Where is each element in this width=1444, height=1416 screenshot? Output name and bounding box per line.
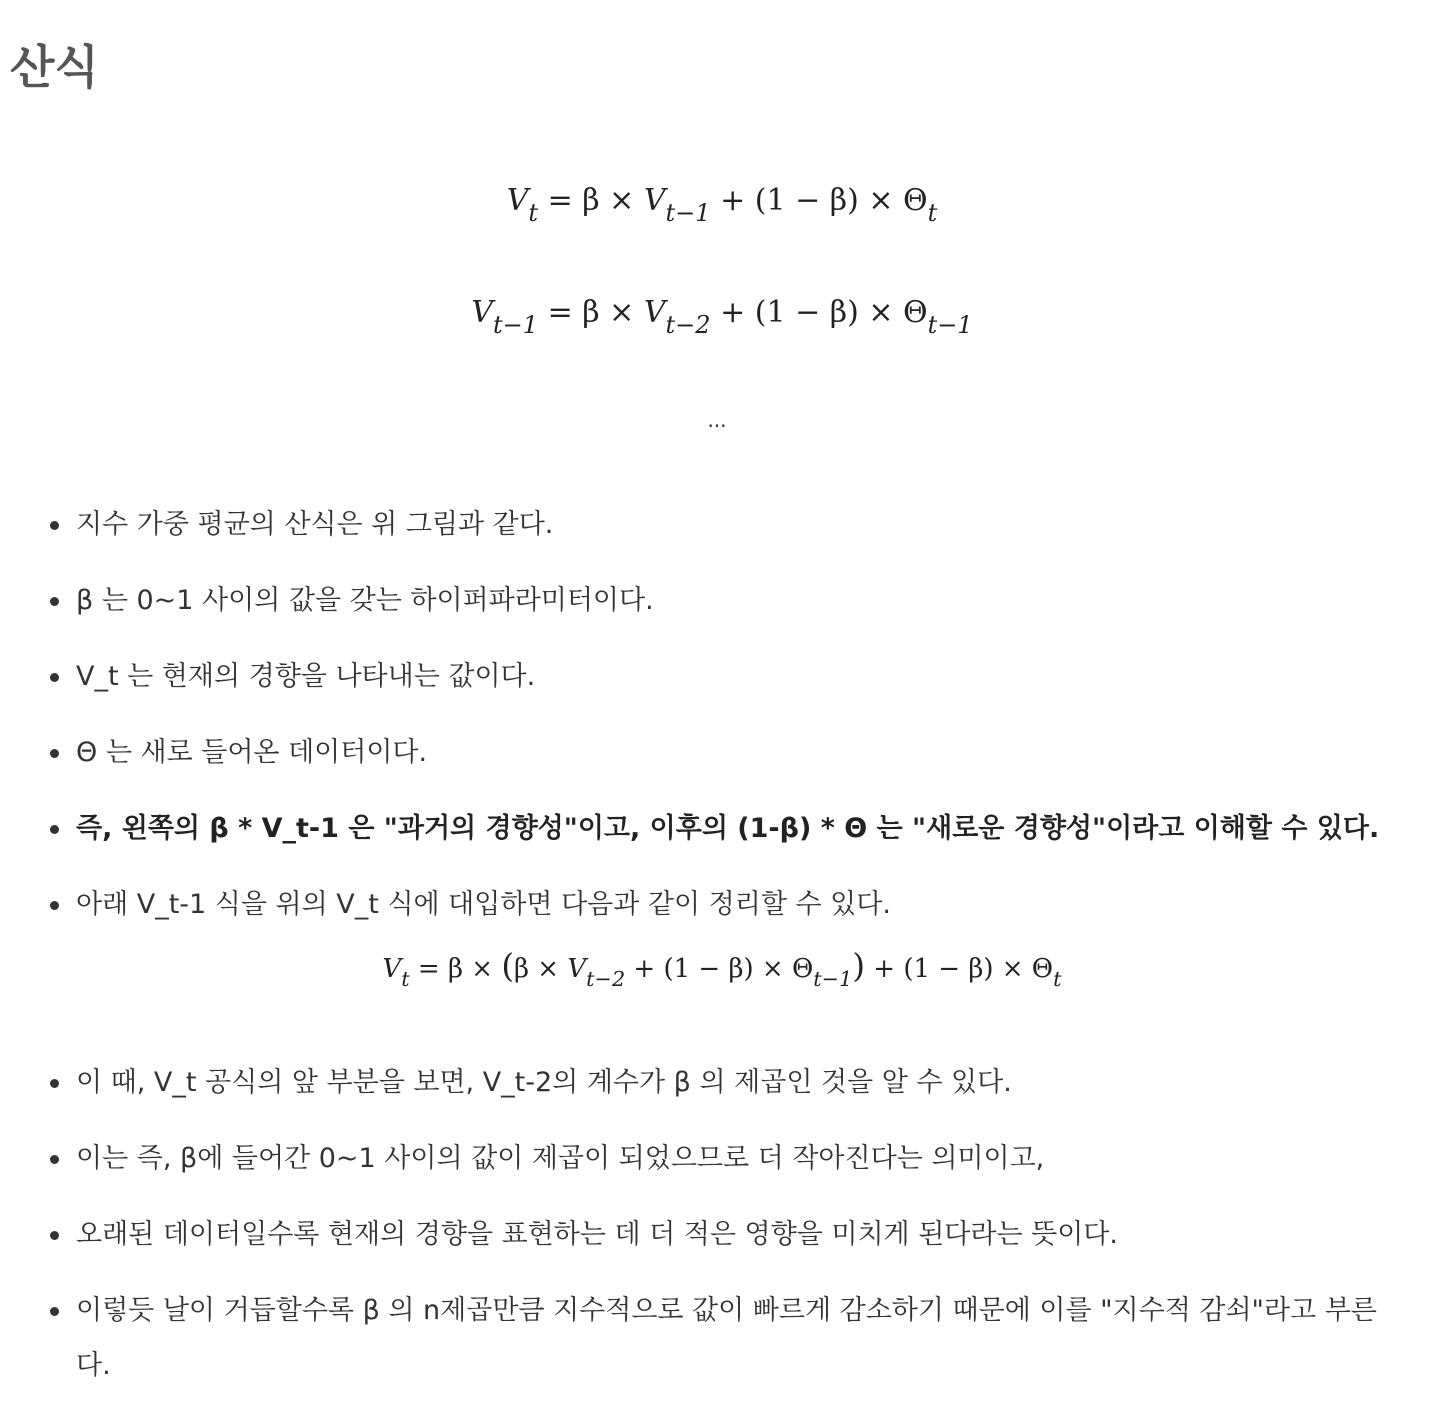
list-item: 이 때, V_t 공식의 앞 부분을 보면, V_t-2의 계수가 β 의 제곱인 것을 알 수 있다. — [76, 1055, 1406, 1110]
list-item: Θ 는 새로 들어온 데이터이다. — [76, 725, 1406, 780]
formula-var: V — [567, 954, 587, 984]
formula-close-paren: ) — [852, 947, 865, 985]
list-item: 이는 즉, β에 들어간 0~1 사이의 값이 제곱이 되었으므로 더 작아진다는 의미이고, — [76, 1131, 1406, 1186]
list-item: V_t 는 현재의 경향을 나타내는 값이다. — [76, 649, 1406, 704]
formula-var: V — [382, 954, 402, 984]
formula-substituted — [0, 947, 1444, 992]
formula-subscript: t−2 — [586, 967, 626, 992]
formula-subscript: t — [927, 198, 938, 227]
list-item: 이렇듯 날이 거듭할수록 β 의 n제곱만큼 지수적으로 값이 빠르게 감소하기 때문에 이를 "지수적 감쇠"라고 부른다. — [76, 1283, 1406, 1393]
formula-text: + (1 − β) × Θ — [710, 183, 928, 218]
formula-subscript: t−1 — [927, 310, 973, 339]
formula-open-paren: ( — [501, 947, 515, 985]
formula-text: β × — [514, 954, 568, 984]
section-heading: 산식 — [10, 40, 99, 94]
formula-text: + (1 − β) × Θ — [865, 954, 1054, 984]
list-item: β 는 0~1 사이의 값을 갖는 하이퍼파라미터이다. — [76, 573, 1406, 628]
formula-ellipsis: ... — [707, 408, 727, 432]
formula-var: V — [643, 183, 666, 218]
formula-vt-1 — [0, 295, 1444, 339]
formula-vt — [0, 183, 1444, 227]
formula-subscript: t−2 — [665, 310, 711, 339]
formula-text: + (1 − β) × Θ — [710, 295, 928, 330]
list-item: 지수 가중 평균의 산식은 위 그림과 같다. — [76, 497, 1406, 552]
formula-text: = β × — [409, 954, 502, 984]
formula-subscript: t−1 — [813, 967, 853, 992]
formula-text: = β × — [538, 183, 644, 218]
list-item: 오래된 데이터일수록 현재의 경향을 표현하는 데 더 적은 영향을 미치게 된다라는 뜻이다. — [76, 1207, 1406, 1262]
formula-subscript: t−1 — [665, 198, 711, 227]
formula-subscript: t — [1053, 967, 1062, 992]
formula-subscript: t−1 — [493, 310, 539, 339]
formula-subscript: t — [528, 198, 539, 227]
formula-var: V — [643, 295, 666, 330]
formula-text: + (1 − β) × Θ — [625, 954, 814, 984]
formula-var: V — [471, 295, 494, 330]
list-item: 아래 V_t-1 식을 위의 V_t 식에 대입하면 다음과 같이 정리할 수 있다. — [76, 877, 1406, 932]
list-item-emphasis: 즉, 왼쪽의 β * V_t-1 은 "과거의 경향성"이고, 이후의 (1-β) * Θ 는 "새로운 경향성"이라고 이해할 수 있다. — [76, 801, 1406, 856]
formula-var: V — [506, 183, 529, 218]
formula-subscript: t — [401, 967, 410, 992]
formula-text: = β × — [538, 295, 644, 330]
